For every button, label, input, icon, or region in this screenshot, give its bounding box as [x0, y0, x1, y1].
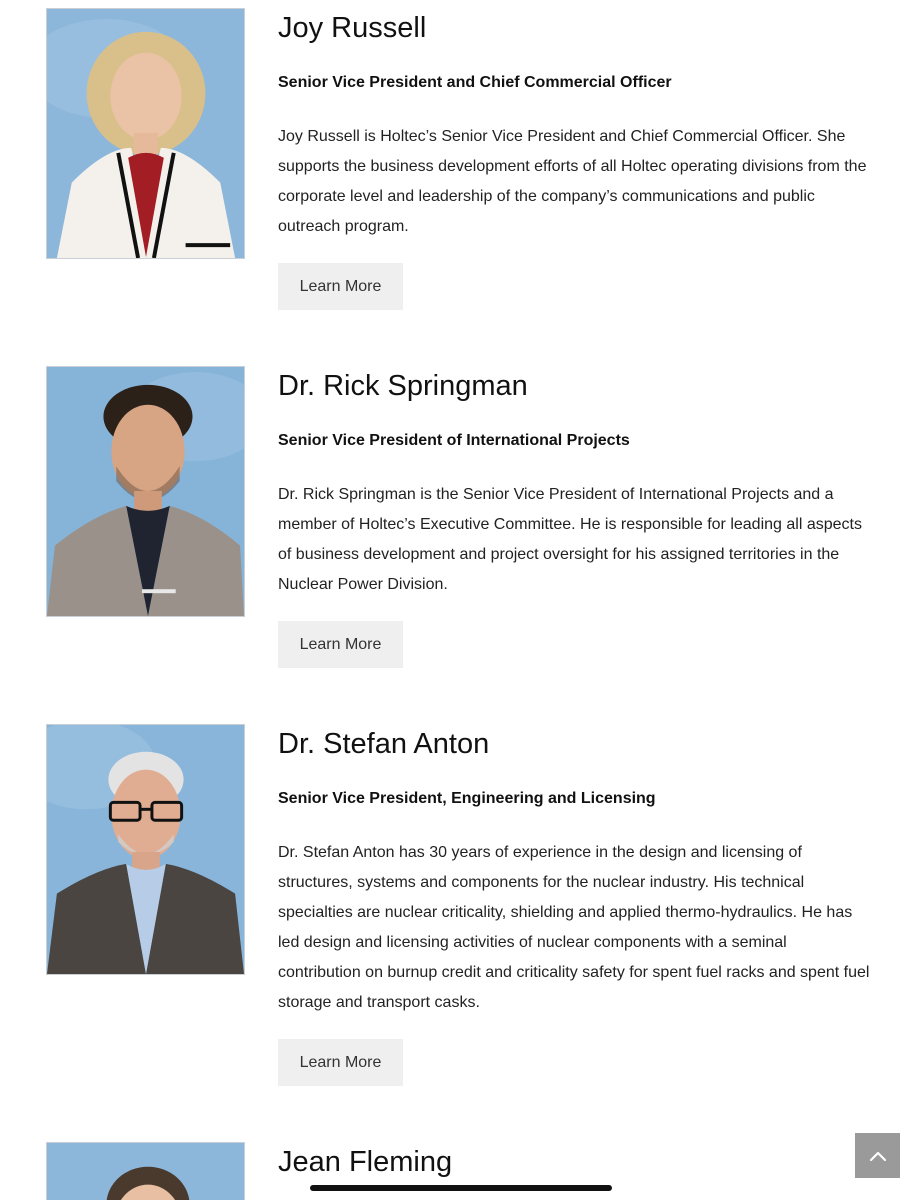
- portrait-photo: [46, 8, 245, 259]
- person-bio: Dr. Stefan Anton has 30 years of experience in the design and licensing of structures, systems and components for the nuclear industry. His technical specialties are nuclear criticality, shielding and applied thermo-hydraulics. He has led design and licensing activities of nuclear components with a seminal contribution on burnup credit and criticality safety for spent fuel racks and spent fuel storage and transport casks.: [278, 844, 870, 1011]
- person-title: Senior Vice President, Engineering and Licensing: [278, 790, 656, 807]
- person-name: Dr. Stefan Anton: [278, 728, 490, 760]
- person-card-stefan-anton: [0, 724, 922, 1094]
- learn-more-button[interactable]: Learn More: [278, 621, 403, 668]
- person-card-rick-springman: [0, 366, 922, 676]
- portrait-photo: [46, 724, 245, 975]
- person-card-jean-fleming: [0, 1142, 922, 1200]
- person-bio: Dr. Rick Springman is the Senior Vice President of International Projects and a member of Holtec’s Executive Committee. He is responsible for leading all aspects of business development and project oversight for his assigned territories in the Nuclear Power Division.: [278, 486, 862, 593]
- learn-more-button[interactable]: Learn More: [278, 263, 403, 310]
- portrait-photo: [46, 366, 245, 617]
- learn-more-button[interactable]: Learn More: [278, 1039, 403, 1086]
- chevron-up-icon: [868, 1149, 888, 1163]
- portrait-photo: [46, 1142, 245, 1200]
- person-name: Joy Russell: [278, 12, 427, 44]
- person-name: Jean Fleming: [278, 1146, 453, 1178]
- person-name: Dr. Rick Springman: [278, 370, 528, 402]
- person-card-joy-russell: [0, 8, 922, 318]
- back-to-top-button[interactable]: [855, 1133, 900, 1178]
- person-title: Senior Vice President and Chief Commercial Officer: [278, 74, 672, 91]
- home-indicator: [310, 1185, 612, 1191]
- person-bio: Joy Russell is Holtec’s Senior Vice President and Chief Commercial Officer. She supports the business development efforts of all Holtec operating divisions from the corporate level and leadership of the company’s communications and public outreach program.: [278, 128, 867, 235]
- person-title: Senior Vice President of International Projects: [278, 432, 630, 449]
